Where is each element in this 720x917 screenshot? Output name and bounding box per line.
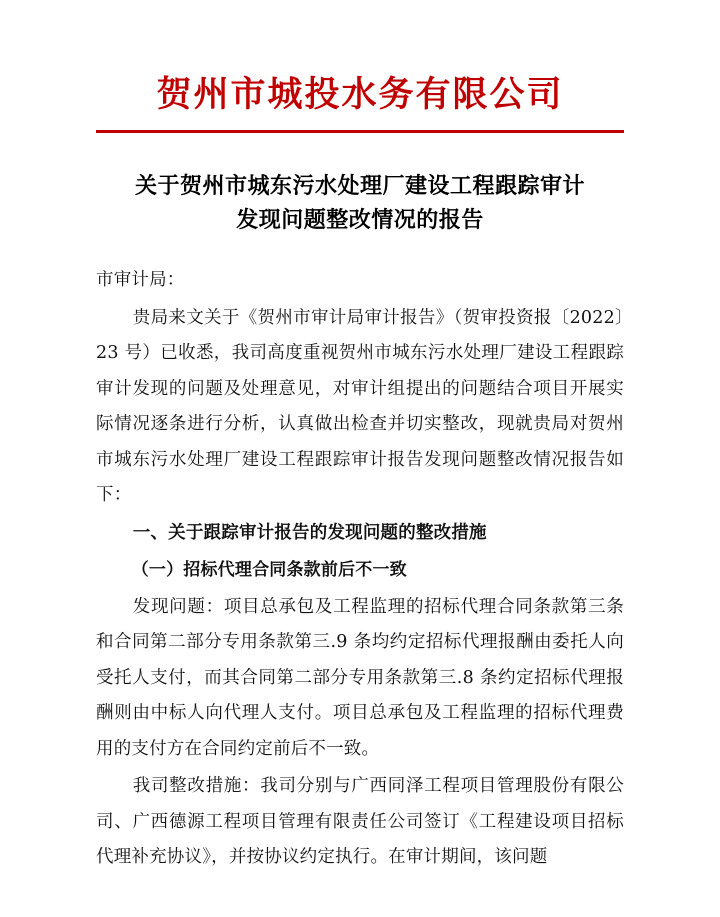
page-title-line-1: 关于贺州市城东污水处理厂建设工程跟踪审计 bbox=[134, 173, 585, 199]
letterhead-divider bbox=[96, 130, 624, 133]
heading-subsection-one: （一）招标代理合同条款前后不一致 bbox=[131, 560, 407, 581]
page-title-line-2: 发现问题整改情况的报告 bbox=[236, 207, 484, 234]
company-name: 贺州市城投水务有限公司 bbox=[156, 74, 564, 115]
letterhead bbox=[96, 0, 624, 133]
paragraph-problem-found: 发现问题：项目总承包及工程监理的招标代理合同条款第三条和合同第二部分专用条款第三.9 条均约定招标代理报酬由委托人向受托人支付，而其合同第二部分专用条款第三.8 条约定招标代理报酬则由中标人向代理人支付。项目总承包及工程监理的招标代理费用的支付方在合同约定前后不一致。 bbox=[96, 596, 624, 759]
addressee: 市审计局： bbox=[96, 270, 185, 291]
paragraph-rectification: 我司整改措施：我司分别与广西同泽工程项目管理股份有限公司、广西德源工程项目管理有限责任公司签订《工程建设项目招标代理补充协议》，并按协议约定执行。在审计期间，该问题 bbox=[96, 776, 624, 868]
heading-section-one: 一、关于跟踪审计报告的发现问题的整改措施 bbox=[132, 522, 487, 543]
page-title bbox=[96, 169, 624, 237]
document-body bbox=[96, 263, 624, 876]
paragraph-intro: 贵局来文关于《贺州市审计局审计报告》（贺审投资报〔2022〕23 号）已收悉，我司高度重视贺州市城东污水处理厂建设工程跟踪审计发现的问题及处理意见，对审计组提出的问题结合项目开展实际情况逐条进行分析，认真做出检查并切实整改，现就贵局对贺州市城东污水处理厂建设工程跟踪审计报告发现问题整改情况报告如下： bbox=[96, 307, 624, 506]
